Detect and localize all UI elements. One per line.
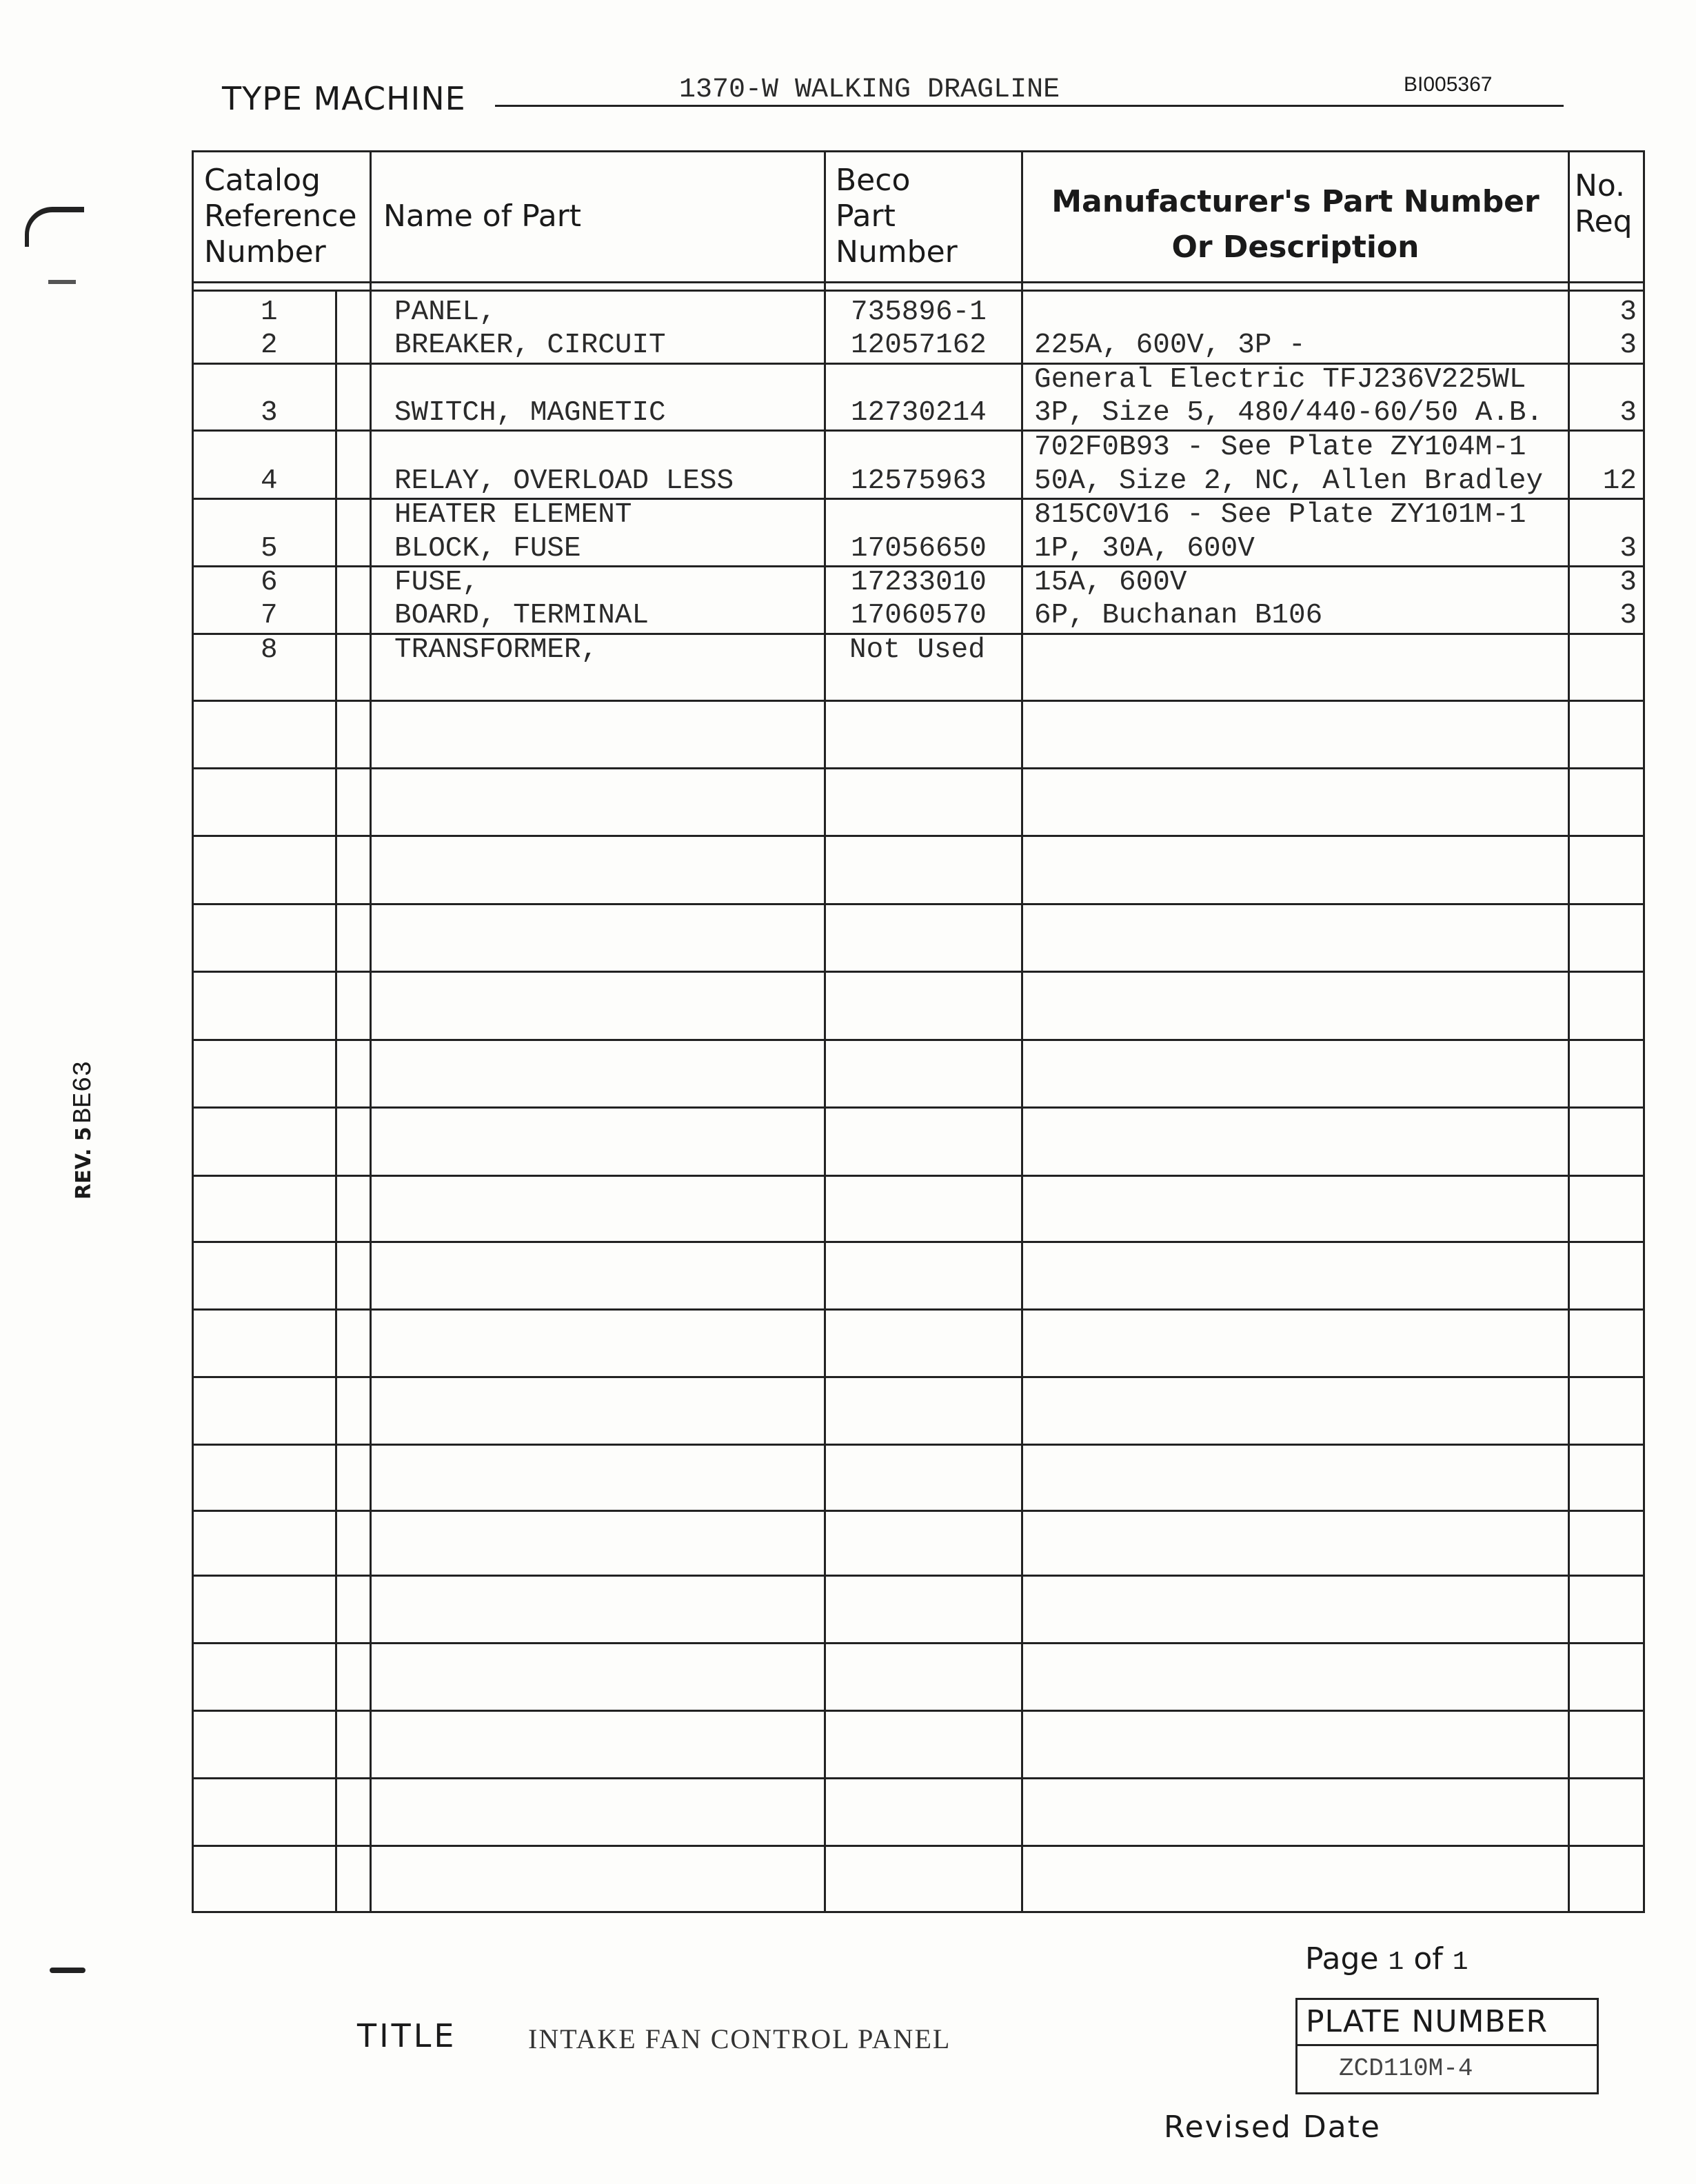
row-5-desc-line2: 1P, 30A, 600V: [1034, 533, 1255, 565]
row-3-qty: 3: [1619, 397, 1637, 429]
row-5-qty: 3: [1619, 533, 1637, 565]
row-3-ref: 3: [261, 397, 278, 429]
row-1-part: 735896-1: [851, 296, 987, 328]
plate-number-label: PLATE NUMBER: [1298, 2000, 1597, 2046]
row-7-name: BOARD, TERMINAL: [394, 600, 649, 631]
row-5-desc-line1: 815C0V16 - See Plate ZY101M-1: [1034, 499, 1526, 531]
row-3-desc-line2: 3P, Size 5, 480/440-60/50 A.B.: [1034, 397, 1544, 429]
row-5-part: 17056650: [851, 533, 987, 565]
row-3-part: 12730214: [851, 397, 987, 429]
row-6-desc: 15A, 600V: [1034, 567, 1187, 598]
header-name-of-part: Name of Part: [383, 199, 582, 234]
revised-date-label: Revised Date: [1164, 2110, 1382, 2145]
row-4-ref: 4: [261, 465, 278, 497]
row-7-ref: 7: [261, 600, 278, 631]
header-manufacturer-part-number: Manufacturer's Part Number Or Description: [1051, 184, 1539, 265]
row-6-name: FUSE,: [394, 567, 480, 598]
margin-code: BE63: [69, 1060, 99, 1124]
page-of-label: of: [1413, 1941, 1443, 1976]
row-3-name: SWITCH, MAGNETIC: [394, 397, 666, 429]
row-7-desc: 6P, Buchanan B106: [1034, 600, 1323, 631]
page-label: Page: [1305, 1941, 1379, 1976]
row-4-name: RELAY, OVERLOAD LESS: [394, 465, 734, 497]
margin-rev-label: REV. 5: [72, 1126, 96, 1200]
row-7-qty: 3: [1619, 600, 1637, 631]
plate-number-box: [1295, 1998, 1599, 2094]
page-total: 1: [1452, 1948, 1468, 1977]
header-catalog-reference: Catalog Reference Number: [204, 163, 357, 270]
row-6-ref: 6: [261, 567, 278, 598]
page-number: 1: [1388, 1948, 1404, 1977]
margin-tick-mark: [48, 280, 76, 284]
row-4-part: 12575963: [851, 465, 987, 497]
row-1-ref: 1: [261, 296, 278, 328]
binding-hole-mark-bottom: [50, 1968, 85, 1973]
row-2-qty: 3: [1619, 330, 1637, 361]
row-8-part: Not Used: [849, 634, 985, 666]
row-2-name: BREAKER, CIRCUIT: [394, 330, 666, 361]
row-2-part: 12057162: [851, 330, 987, 361]
row-7-part: 17060570: [851, 600, 987, 631]
row-1-qty: 3: [1619, 296, 1637, 328]
title-label: TITLE: [357, 2017, 457, 2054]
header-number-required: No. Req: [1575, 168, 1633, 239]
row-5-name-line1: HEATER ELEMENT: [394, 499, 632, 531]
row-5-ref: 5: [261, 533, 278, 565]
binding-hole-mark-top: [25, 207, 84, 247]
margin-revision-note: [69, 1061, 99, 1200]
row-6-qty: 3: [1619, 567, 1637, 598]
document-id: BI005367: [1404, 73, 1493, 96]
row-2-desc: 225A, 600V, 3P -: [1034, 330, 1306, 361]
title-value: INTAKE FAN CONTROL PANEL: [528, 2023, 951, 2054]
row-1-name: PANEL,: [394, 296, 496, 328]
page-indicator: [1305, 1941, 1468, 1977]
row-8-name: TRANSFORMER,: [394, 634, 598, 666]
row-8-ref: 8: [261, 634, 278, 666]
type-machine-value: 1370-W WALKING DRAGLINE: [679, 74, 1060, 105]
row-3-desc-line1: General Electric TFJ236V225WL: [1034, 364, 1526, 396]
row-4-desc-line2: 50A, Size 2, NC, Allen Bradley: [1034, 465, 1544, 497]
plate-number-value: ZCD110M-4: [1339, 2054, 1473, 2083]
row-2-ref: 2: [261, 330, 278, 361]
header-beco-part-number: Beco Part Number: [836, 163, 958, 270]
row-4-qty: 12: [1602, 465, 1637, 497]
row-5-name-line2: BLOCK, FUSE: [394, 533, 581, 565]
type-machine-label: TYPE MACHINE: [222, 80, 466, 117]
row-4-desc-line1: 702F0B93 - See Plate ZY104M-1: [1034, 432, 1526, 463]
row-6-part: 17233010: [851, 567, 987, 598]
